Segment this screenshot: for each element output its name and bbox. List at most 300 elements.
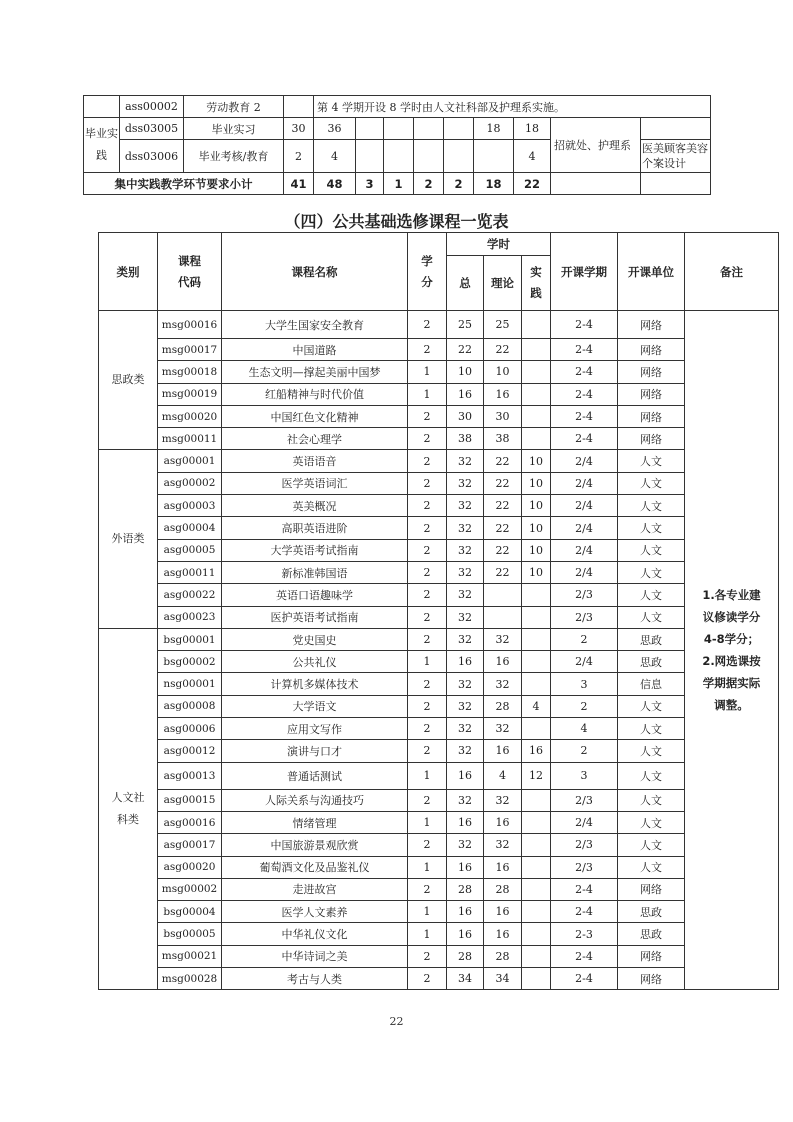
total-hours: 16 [447,651,484,673]
subtotal-credit: 41 [284,173,314,195]
table-row [84,96,711,118]
course-unit: 网络 [618,311,685,339]
course-name: 医学人文素养 [222,901,408,923]
table-row [99,673,779,695]
total-hours: 32 [447,584,484,606]
course-name: 中华礼仪文化 [222,923,408,945]
category-cell [84,96,120,118]
course-unit: 网络 [618,968,685,990]
course-credit: 2 [408,789,447,811]
total-hours: 32 [447,539,484,561]
credit: 30 [284,118,314,140]
semester-2 [384,118,414,140]
course-code: asg00004 [158,517,222,539]
course-unit: 网络 [618,383,685,405]
semester-4 [444,140,474,173]
theory-hours: 10 [484,361,522,383]
course-unit: 思政 [618,651,685,673]
page-number: 22 [389,1015,404,1028]
course-semester: 2 [551,628,618,650]
course-semester: 2/3 [551,789,618,811]
course-code: asg00002 [158,472,222,494]
table-row [99,695,779,717]
course-unit: 网络 [618,339,685,361]
graduation-unit: 招就处、护理系 [551,118,641,173]
remark-text: 1.各专业建议修读学分 4-8学分；2.网选课按学期据实际调整。 [702,588,761,713]
total-hours: 32 [447,450,484,472]
practice-hours [522,339,551,361]
course-semester: 2-4 [551,361,618,383]
course-semester: 2/4 [551,539,618,561]
table-row [99,584,779,606]
header-name: 课程名称 [222,233,408,311]
header-hours: 学时 [447,233,551,256]
table-row [99,383,779,405]
table-row [99,539,779,561]
theory-hours: 28 [484,878,522,900]
practice-hours [522,923,551,945]
total-hours: 28 [447,945,484,967]
theory-hours: 22 [484,472,522,494]
table-row [99,878,779,900]
theory-hours: 32 [484,673,522,695]
course-name: 毕业实习 [184,118,284,140]
course-semester: 2/4 [551,495,618,517]
practice-hours [522,945,551,967]
course-unit: 人文 [618,856,685,878]
course-unit: 人文 [618,718,685,740]
course-code: asg00006 [158,718,222,740]
course-name: 人际关系与沟通技巧 [222,789,408,811]
subtotal-s2: 1 [384,173,414,195]
category-cell [99,628,158,989]
table-row [99,311,779,339]
subtotal-s4: 2 [444,173,474,195]
theory-hours: 34 [484,968,522,990]
theory-hours: 16 [484,740,522,762]
course-semester: 2-4 [551,339,618,361]
total-hours: 16 [447,923,484,945]
course-code: nsg00001 [158,673,222,695]
course-unit: 人文 [618,495,685,517]
course-code: msg00018 [158,361,222,383]
theory-hours: 16 [484,923,522,945]
theory-hours [484,606,522,628]
course-name: 高职英语进阶 [222,517,408,539]
course-credit: 2 [408,405,447,427]
theory-hours: 28 [484,695,522,717]
practice-hours [522,361,551,383]
total-hours: 16 [447,762,484,789]
header-remark: 备注 [685,233,779,311]
course-semester: 2-4 [551,405,618,427]
practice-hours [522,901,551,923]
subtotal-s3: 2 [414,173,444,195]
course-semester: 2-3 [551,923,618,945]
category-label: 外语类 [111,532,145,546]
category-label: 人文社科类 [111,791,145,827]
course-name: 劳动教育 2 [184,96,284,118]
course-code: bsg00002 [158,651,222,673]
course-unit: 人文 [618,584,685,606]
course-code: asg00003 [158,495,222,517]
course-name: 计算机多媒体技术 [222,673,408,695]
course-credit: 2 [408,673,447,695]
course-name: 大学英语考试指南 [222,539,408,561]
table-row [99,495,779,517]
header-code [158,233,222,311]
total-hours: 32 [447,789,484,811]
course-semester: 2/3 [551,606,618,628]
total-hours: 32 [447,495,484,517]
header-credit-text: 学分 [421,253,433,289]
header-category: 类别 [99,233,158,311]
course-name: 党史国史 [222,628,408,650]
header-row [99,233,779,256]
total-hours: 16 [447,856,484,878]
course-name: 应用文写作 [222,718,408,740]
subtotal-s6: 22 [514,173,551,195]
practice-hours: 10 [522,561,551,583]
practice-hours [522,584,551,606]
course-credit: 2 [408,517,447,539]
course-code: dss03005 [120,118,184,140]
course-code: msg00011 [158,428,222,450]
course-code: asg00023 [158,606,222,628]
semester-5 [474,140,514,173]
course-name: 英语语音 [222,450,408,472]
practice-hours: 10 [522,495,551,517]
theory-hours: 16 [484,901,522,923]
course-credit: 2 [408,695,447,717]
total-hours: 16 [447,811,484,833]
course-name: 葡萄酒文化及品鉴礼仪 [222,856,408,878]
course-semester: 2 [551,740,618,762]
course-code: msg00028 [158,968,222,990]
semester-6: 18 [514,118,551,140]
practice-hours [522,878,551,900]
practice-hours [522,856,551,878]
graduation-group-label: 毕业实践 [84,118,120,173]
course-code: asg00017 [158,834,222,856]
theory-hours: 25 [484,311,522,339]
course-code: asg00022 [158,584,222,606]
course-unit: 人文 [618,450,685,472]
course-unit: 人文 [618,695,685,717]
theory-hours [484,584,522,606]
course-credit: 2 [408,606,447,628]
header-unit: 开课单位 [618,233,685,311]
subtotal-s1: 3 [356,173,384,195]
credit-cell [284,96,314,118]
category-cell [99,311,158,450]
practice-hours [522,405,551,427]
total-hours: 22 [447,339,484,361]
course-credit: 1 [408,361,447,383]
semester-5: 18 [474,118,514,140]
course-semester: 3 [551,673,618,695]
course-credit: 2 [408,561,447,583]
course-credit: 2 [408,539,447,561]
course-code: asg00013 [158,762,222,789]
course-code: asg00012 [158,740,222,762]
header-theory: 理论 [484,256,522,311]
course-unit: 人文 [618,472,685,494]
total-hours: 32 [447,606,484,628]
category-label: 思政类 [111,373,145,387]
total-hours: 32 [447,628,484,650]
course-credit: 2 [408,495,447,517]
course-credit: 2 [408,968,447,990]
semester-1 [356,140,384,173]
practice-hours: 16 [522,740,551,762]
course-credit: 2 [408,945,447,967]
course-semester: 2/4 [551,651,618,673]
table-row [99,923,779,945]
course-semester: 2 [551,695,618,717]
theory-hours: 16 [484,811,522,833]
semester-4 [444,118,474,140]
theory-hours: 38 [484,428,522,450]
course-name: 走进故宫 [222,878,408,900]
hours: 36 [314,118,356,140]
table-row [99,789,779,811]
total-hours: 32 [447,718,484,740]
table-row [99,968,779,990]
course-name: 大学语文 [222,695,408,717]
course-code: ass00002 [120,96,184,118]
total-hours: 10 [447,361,484,383]
course-name: 医学英语词汇 [222,472,408,494]
course-name: 生态文明—撑起美丽中国梦 [222,361,408,383]
course-name: 演讲与口才 [222,740,408,762]
remark-cell: 医美顾客美容个案设计 [641,140,711,173]
table-row [99,811,779,833]
course-credit: 2 [408,450,447,472]
course-unit: 思政 [618,628,685,650]
total-hours: 25 [447,311,484,339]
course-code: bsg00005 [158,923,222,945]
theory-hours: 22 [484,517,522,539]
total-hours: 30 [447,405,484,427]
course-unit: 信息 [618,673,685,695]
practice-hours [522,718,551,740]
practice-hours [522,968,551,990]
practice-hours: 12 [522,762,551,789]
subtotal-unit [551,173,641,195]
course-credit: 1 [408,856,447,878]
table-row [99,740,779,762]
theory-hours: 16 [484,651,522,673]
course-code: msg00016 [158,311,222,339]
semester-3 [414,140,444,173]
table-row [99,945,779,967]
course-semester: 2/4 [551,561,618,583]
category-cell [99,450,158,628]
semester-2 [384,140,414,173]
course-name: 大学生国家安全教育 [222,311,408,339]
course-code: asg00001 [158,450,222,472]
subtotal-hours: 48 [314,173,356,195]
practice-hours [522,834,551,856]
total-hours: 16 [447,901,484,923]
course-unit: 网络 [618,878,685,900]
course-semester: 2/4 [551,517,618,539]
course-credit: 1 [408,651,447,673]
course-semester: 3 [551,762,618,789]
remark-cell [641,118,711,140]
course-unit: 思政 [618,901,685,923]
table-row [99,651,779,673]
course-unit: 人文 [618,517,685,539]
course-credit: 2 [408,311,447,339]
course-name: 中华诗词之美 [222,945,408,967]
semester-3 [414,118,444,140]
practice-hours [522,628,551,650]
header-credit [408,233,447,311]
table-body [99,311,779,990]
table-row [99,718,779,740]
course-code: asg00016 [158,811,222,833]
course-name: 毕业考核/教育 [184,140,284,173]
theory-hours: 32 [484,834,522,856]
course-semester: 2/3 [551,584,618,606]
course-name: 英语口语趣味学 [222,584,408,606]
course-credit: 2 [408,878,447,900]
table-row [99,901,779,923]
course-credit: 2 [408,628,447,650]
course-name: 考古与人类 [222,968,408,990]
course-credit: 1 [408,383,447,405]
course-unit: 人文 [618,740,685,762]
course-semester: 2-4 [551,383,618,405]
total-hours: 16 [447,383,484,405]
table-row [99,428,779,450]
course-name: 社会心理学 [222,428,408,450]
course-semester: 2-4 [551,311,618,339]
course-credit: 2 [408,584,447,606]
course-credit: 2 [408,339,447,361]
theory-hours: 30 [484,405,522,427]
course-code: dss03006 [120,140,184,173]
course-unit: 人文 [618,834,685,856]
theory-hours: 28 [484,945,522,967]
course-credit: 1 [408,811,447,833]
table-row [99,361,779,383]
course-semester: 2/4 [551,472,618,494]
course-credit: 1 [408,923,447,945]
course-semester: 2-4 [551,901,618,923]
course-semester: 2/3 [551,834,618,856]
table-row [99,339,779,361]
table-row [84,118,711,140]
header-code-text: 课程代码 [178,253,201,289]
course-unit: 人文 [618,811,685,833]
table-row [99,628,779,650]
practice-hours [522,811,551,833]
total-hours: 32 [447,673,484,695]
header-practice [522,256,551,311]
course-unit: 人文 [618,606,685,628]
practice-hours: 10 [522,539,551,561]
course-semester: 2/3 [551,856,618,878]
course-code: msg00019 [158,383,222,405]
practice-hours: 10 [522,517,551,539]
theory-hours: 16 [484,383,522,405]
practice-teaching-table [83,95,711,195]
course-name: 英美概况 [222,495,408,517]
practice-hours: 4 [522,695,551,717]
course-semester: 2/4 [551,811,618,833]
table-row [99,834,779,856]
total-hours: 28 [447,878,484,900]
course-code: asg00011 [158,561,222,583]
practice-hours [522,673,551,695]
credit: 2 [284,140,314,173]
header-semester: 开课学期 [551,233,618,311]
hours: 4 [314,140,356,173]
course-code: asg00020 [158,856,222,878]
course-name: 红船精神与时代价值 [222,383,408,405]
course-code: bsg00004 [158,901,222,923]
course-code: msg00017 [158,339,222,361]
table-row [99,472,779,494]
semester-1 [356,118,384,140]
theory-hours: 32 [484,628,522,650]
table-row [99,517,779,539]
semester-6: 4 [514,140,551,173]
course-note: 第 4 学期开设 8 学时由人文社科部及护理系实施。 [314,96,711,118]
practice-hours: 10 [522,450,551,472]
subtotal-remark [641,173,711,195]
theory-hours: 22 [484,339,522,361]
table-row [99,762,779,789]
header-total: 总 [447,256,484,311]
course-semester: 2-4 [551,428,618,450]
total-hours: 32 [447,561,484,583]
course-name: 公共礼仪 [222,651,408,673]
practice-hours [522,383,551,405]
course-code: asg00015 [158,789,222,811]
course-name: 情绪管理 [222,811,408,833]
course-unit: 人文 [618,789,685,811]
total-hours: 34 [447,968,484,990]
table-row [99,405,779,427]
course-credit: 1 [408,901,447,923]
course-name: 医护英语考试指南 [222,606,408,628]
section-title: （四）公共基础选修课程一览表 [284,212,509,231]
total-hours: 32 [447,834,484,856]
course-credit: 2 [408,472,447,494]
total-hours: 38 [447,428,484,450]
practice-hours [522,651,551,673]
course-name: 普通话测试 [222,762,408,789]
course-code: bsg00001 [158,628,222,650]
theory-hours: 32 [484,718,522,740]
course-semester: 2-4 [551,968,618,990]
elective-courses-table [98,232,779,990]
course-name: 中国道路 [222,339,408,361]
course-code: asg00005 [158,539,222,561]
course-credit: 2 [408,428,447,450]
subtotal-s5: 18 [474,173,514,195]
total-hours: 32 [447,472,484,494]
course-code: msg00020 [158,405,222,427]
table-row [99,606,779,628]
course-credit: 2 [408,834,447,856]
total-hours: 32 [447,695,484,717]
course-unit: 网络 [618,945,685,967]
